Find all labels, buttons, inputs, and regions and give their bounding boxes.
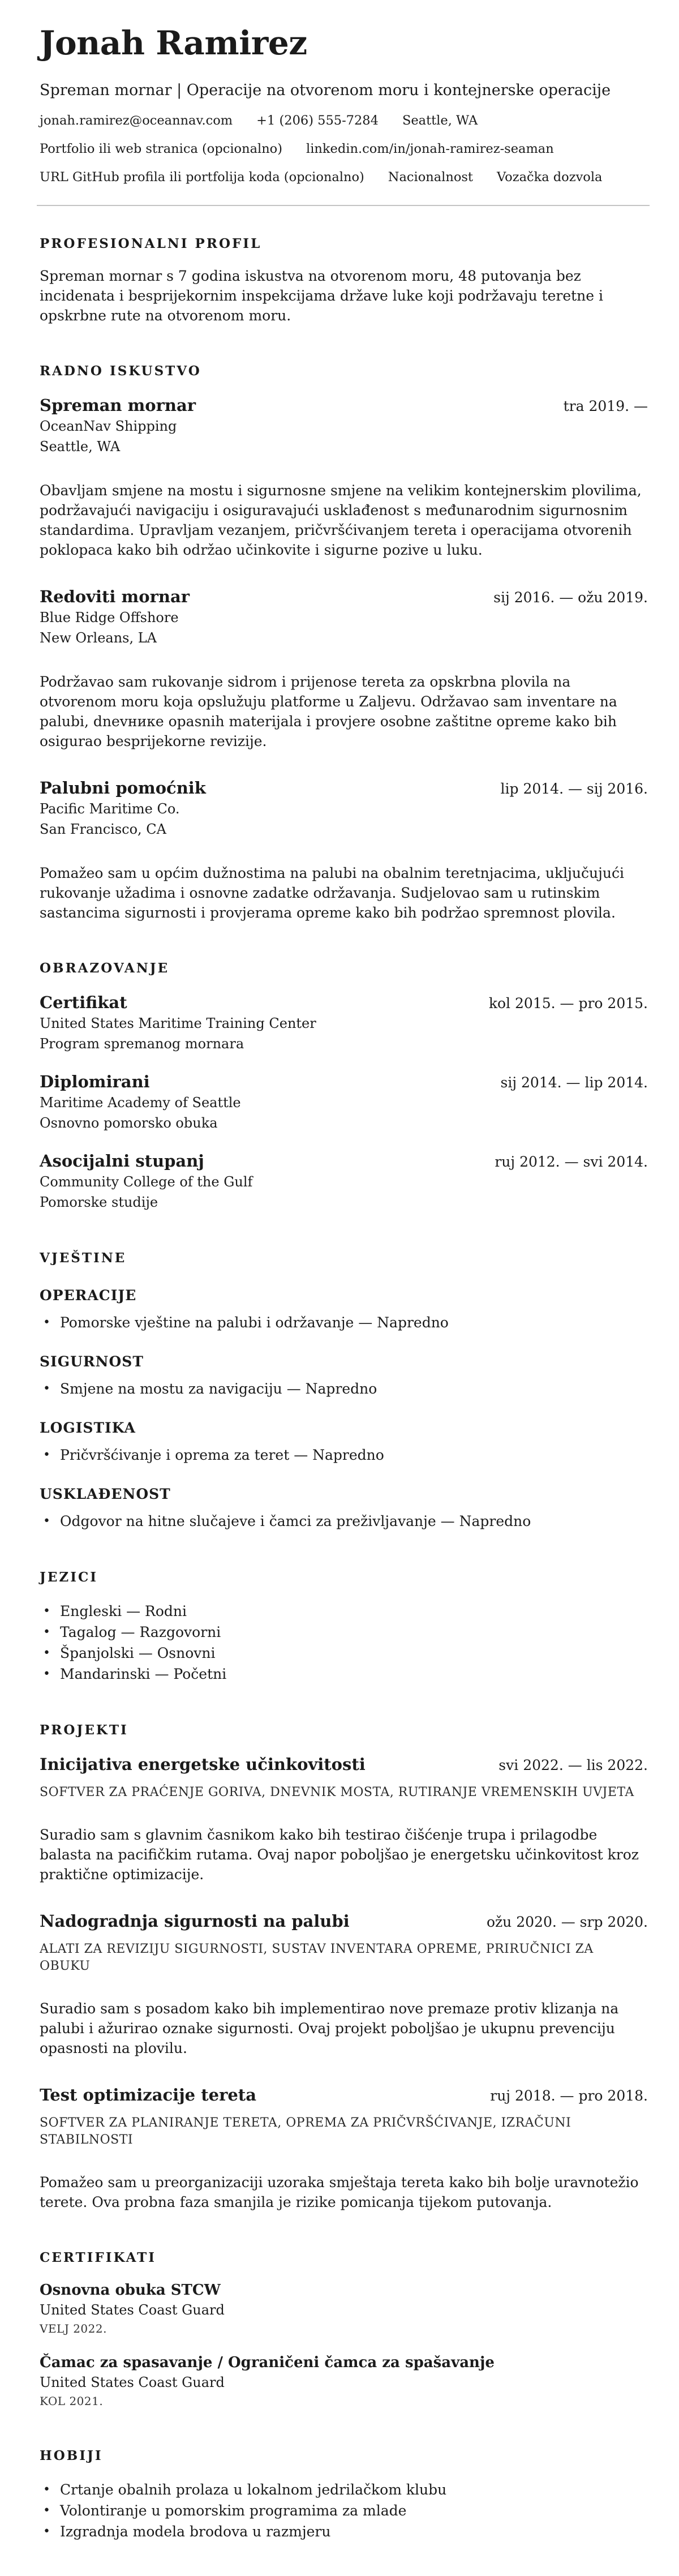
job-description: Podržavao sam rukovanje sidrom i prijenose tereta za opskrbna plovila na otvorenom moru koja opslužuju platforme u Zaljevu. Održavao sam inventare na palubi, dnevнике opasnih materijala i provjere osobne zaštitne opreme kako bih osigurao besprijekorne revizije. [40, 673, 617, 749]
job-dates: sij 2016. — ožu 2019. [493, 589, 648, 606]
skill-item: • Pomorske vještine na palubi i održavanje — Napredno [40, 1312, 648, 1333]
contact-location: Seattle, WA [402, 113, 478, 128]
education-dates: ruj 2012. — svi 2014. [495, 1153, 648, 1170]
job-location: San Francisco, CA [40, 821, 167, 837]
languages-heading: JEZICI [40, 1569, 98, 1585]
section-hobbies [40, 2448, 648, 2542]
project-entry [40, 2084, 648, 2212]
project-title: Inicijativa energetske učinkovitosti [40, 1754, 366, 1774]
job-entry [40, 777, 648, 923]
hobby-list [40, 2479, 648, 2542]
profile-text: Spreman mornar s 7 godina iskustva na otvorenom moru, 48 putovanja bez incidenata i besprijekornim inspekcijama države luke koji podržavaju teretne i opskrbne rute na otvorenom moru. [40, 267, 604, 324]
job-entry-head [40, 395, 648, 416]
resume-subtitle: Spreman mornar | Operacije na otvorenom moru i kontejnerske operacije [40, 81, 611, 99]
skill-item: • Smjene na mostu za navigaciju — Napredno [40, 1378, 648, 1399]
job-title: Spreman mornar [40, 395, 196, 415]
language-item: • Tagalog — Razgovorni [40, 1622, 648, 1643]
education-degree: Asocijalni stupanj [40, 1151, 204, 1171]
skill-category: USKLAĐENOST [40, 1485, 171, 1502]
section-languages [40, 1569, 648, 1685]
language-list [40, 1601, 648, 1685]
project-description: Suradio sam s posadom kako bih implementirao nove premaze protiv klizanja na palubi i ažurirao oznake sigurnosti. Ovaj projekt poboljšao je ukupnu prevenciju opasnosti na plovilu. [40, 2000, 619, 2056]
contact-row-2 [40, 140, 648, 157]
education-degree: Diplomirani [40, 1071, 150, 1091]
project-description: Pomažeo sam u preorganizaciji uzoraka smještaja tereta kako bih bolje uravnotežio terete. Ova probna faza smanjila je rizike pomicanja tijekom putovanja. [40, 2174, 639, 2210]
project-entry-head [40, 1754, 648, 1775]
contact-row-3 [40, 169, 648, 186]
job-entry [40, 395, 648, 560]
skill-group [40, 1485, 648, 1532]
contact-row-1 [40, 112, 648, 129]
projects-heading: PROJEKTI [40, 1722, 128, 1738]
hobby-item: • Izgradnja modela brodova u razmjeru [40, 2521, 648, 2542]
resume-name: Jonah Ramirez [40, 24, 307, 62]
job-title: Redoviti mornar [40, 586, 190, 606]
job-company: OceanNav Shipping [40, 418, 177, 434]
project-tech: SOFTVER ZA PLANIRANJE TERETA, OPREMA ZA PRIČVRŠĆIVANJE, IZRAČUNI STABILNOSTI [40, 2115, 571, 2147]
skill-category: OPERACIJE [40, 1287, 137, 1304]
project-entry [40, 1910, 648, 2058]
job-location: Seattle, WA [40, 438, 121, 455]
hobby-item: • Crtanje obalnih prolaza u lokalnom jedrilačkom klubu [40, 2479, 648, 2500]
certification-date: KOL 2021. [40, 2394, 104, 2408]
project-entry [40, 1754, 648, 1884]
project-dates: svi 2022. — lis 2022. [498, 1756, 648, 1773]
resume-header [40, 24, 648, 186]
project-description: Suradio sam s glavnim časnikom kako bih testirao čišćenje trupa i prilagodbe balasta na pacifičkim rutama. Ovaj napor poboljšao je energetsku učinkovitost kroz praktične optimizacije. [40, 1826, 639, 1883]
education-heading: OBRAZOVANJE [40, 960, 170, 976]
education-school: Community College of the Gulf [40, 1173, 253, 1190]
certification-name: Osnovna obuka STCW [40, 2281, 221, 2299]
education-school: United States Maritime Training Center [40, 1015, 316, 1031]
project-title: Test optimizacije tereta [40, 2085, 256, 2104]
project-title: Nadogradnja sigurnosti na palubi [40, 1911, 350, 1931]
skill-group [40, 1418, 648, 1465]
contact-linkedin: linkedin.com/in/jonah-ramirez-seaman [306, 141, 554, 156]
certification-date: VELJ 2022. [40, 2321, 107, 2335]
education-field: Pomorske studije [40, 1194, 158, 1210]
job-description: Pomažeo sam u općim dužnostima na palubi na obalnim teretnjacima, uključujući rukovanje užadima i osnovne zadatke održavanja. Sudjelovao sam u rutinskim sastancima sigurnosti i provjerama opreme kako bih podržao spremnost plovila. [40, 864, 624, 921]
education-entry-head [40, 1071, 648, 1092]
certification-name: Čamac za spasavanje / Ograničeni čamca za spašavanje [40, 2354, 495, 2371]
education-dates: sij 2014. — lip 2014. [500, 1074, 648, 1091]
job-title: Palubni pomoćnik [40, 778, 206, 798]
section-experience [40, 363, 648, 923]
job-entry [40, 586, 648, 751]
education-entry [40, 1071, 648, 1133]
skill-group [40, 1352, 648, 1399]
certification-entry [40, 2352, 648, 2410]
contact-license-label: Vozačka dozvola [496, 169, 603, 185]
skill-category: LOGISTIKA [40, 1419, 136, 1436]
job-location: New Orleans, LA [40, 629, 157, 646]
skill-group [40, 1286, 648, 1333]
education-entry-head [40, 992, 648, 1013]
job-entry-head [40, 777, 648, 799]
certification-issuer: United States Coast Guard [40, 2301, 225, 2318]
skill-list [40, 1312, 648, 1333]
education-school: Maritime Academy of Seattle [40, 1094, 241, 1111]
hobbies-heading: HOBIJI [40, 2448, 103, 2463]
section-education [40, 960, 648, 1212]
skill-category: SIGURNOST [40, 1353, 144, 1370]
header-divider [37, 205, 650, 206]
skill-item: • Odgovor na hitne slučajeve i čamci za preživljavanje — Napredno [40, 1511, 648, 1532]
section-profile [40, 235, 648, 325]
project-entry-head [40, 1910, 648, 1932]
education-entry [40, 992, 648, 1054]
job-company: Blue Ridge Offshore [40, 609, 179, 625]
project-tech: SOFTVER ZA PRAĆENJE GORIVA, DNEVNIK MOSTA, RUTIRANJE VREMENSKIH UVJETA [40, 1785, 634, 1799]
project-tech: ALATI ZA REVIZIJU SIGURNOSTI, SUSTAV INVENTARA OPREME, PRIRUČNICI ZA OBUKU [40, 1941, 594, 1973]
skill-list [40, 1511, 648, 1532]
skill-list [40, 1378, 648, 1399]
experience-heading: RADNO ISKUSTVO [40, 363, 201, 379]
skills-heading: VJEŠTINE [40, 1250, 127, 1266]
education-field: Osnovno pomorsko obuka [40, 1115, 218, 1131]
project-dates: ruj 2018. — pro 2018. [490, 2087, 648, 2104]
job-company: Pacific Maritime Co. [40, 800, 180, 817]
education-entry [40, 1150, 648, 1212]
language-item: • Španjolski — Osnovni [40, 1643, 648, 1664]
job-description: Obavljam smjene na mostu i sigurnosne smjene na velikim kontejnerskim plovilima, podržavajući navigaciju i osiguravajući usklađenost s međunarodnim sigurnosnim standardima. Upravljam vezanjem, pričvršćivanjem tereta i operacijama otvorenih poklopaca kako bih održao učinkovite i sigurne pozive u luku. [40, 482, 642, 558]
skill-list [40, 1445, 648, 1465]
language-item: • Engleski — Rodni [40, 1601, 648, 1622]
contact-nationality-label: Nacionalnost [388, 169, 473, 185]
contact-email: jonah.ramirez@oceannav.com [40, 113, 233, 128]
education-entry-head [40, 1150, 648, 1172]
certifications-heading: CERTIFIKATI [40, 2249, 157, 2265]
education-degree: Certifikat [40, 992, 127, 1012]
contact-github-label: URL GitHub profila ili portfolija koda (opcionalno) [40, 169, 364, 185]
project-dates: ožu 2020. — srp 2020. [486, 1913, 648, 1930]
section-projects [40, 1722, 648, 2212]
section-skills [40, 1250, 648, 1532]
contact-portfolio-label: Portfolio ili web stranica (opcionalno) [40, 141, 283, 156]
section-certifications [40, 2249, 648, 2410]
education-dates: kol 2015. — pro 2015. [488, 995, 648, 1011]
certification-issuer: United States Coast Guard [40, 2374, 225, 2390]
hobby-item: • Volontiranje u pomorskim programima za mlade [40, 2500, 648, 2521]
language-item: • Mandarinski — Početni [40, 1664, 648, 1685]
education-field: Program spremanog mornara [40, 1035, 244, 1052]
project-entry-head [40, 2084, 648, 2106]
job-entry-head [40, 586, 648, 607]
contact-phone: +1 (206) 555-7284 [256, 113, 379, 128]
job-dates: tra 2019. — [563, 397, 648, 414]
certification-entry [40, 2280, 648, 2338]
job-dates: lip 2014. — sij 2016. [500, 780, 648, 797]
profile-heading: PROFESIONALNI PROFIL [40, 235, 262, 251]
skill-item: • Pričvršćivanje i oprema za teret — Napredno [40, 1445, 648, 1465]
